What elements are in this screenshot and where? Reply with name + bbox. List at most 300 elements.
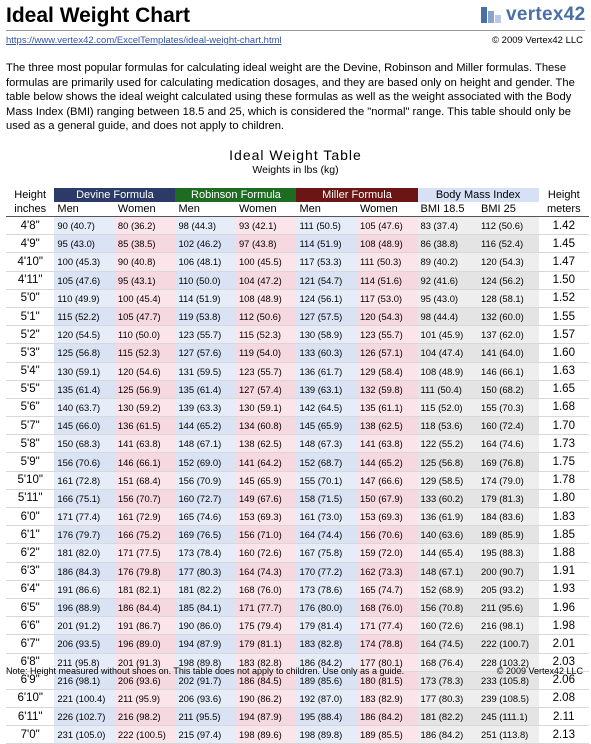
cell-miller-men: 136 (61.7) bbox=[296, 362, 357, 380]
cell-height-inches: 4'8" bbox=[6, 217, 54, 235]
cell-robinson-women: 93 (42.1) bbox=[236, 217, 297, 235]
table-row bbox=[6, 380, 589, 398]
cell-miller-men: 145 (65.9) bbox=[296, 417, 357, 435]
cell-robinson-women: 168 (76.0) bbox=[236, 580, 297, 598]
table-row bbox=[6, 726, 589, 744]
col-bmi-18-5: BMI 18.5 bbox=[418, 202, 479, 217]
cell-bmi-18-5: 181 (82.2) bbox=[418, 708, 479, 726]
cell-miller-men: 155 (70.1) bbox=[296, 471, 357, 489]
cell-robinson-women: 119 (54.0) bbox=[236, 344, 297, 362]
cell-devine-men: 161 (72.8) bbox=[54, 471, 115, 489]
cell-robinson-women: 145 (65.9) bbox=[236, 471, 297, 489]
cell-robinson-women: 164 (74.3) bbox=[236, 562, 297, 580]
group-height-m: Height bbox=[539, 188, 589, 202]
cell-devine-women: 125 (56.9) bbox=[115, 380, 176, 398]
table-row bbox=[6, 617, 589, 635]
cell-height-meters: 1.96 bbox=[539, 598, 589, 616]
cell-height-inches: 5'2" bbox=[6, 326, 54, 344]
cell-height-inches: 5'6" bbox=[6, 398, 54, 416]
cell-height-meters: 1.52 bbox=[539, 289, 589, 307]
cell-devine-men: 100 (45.3) bbox=[54, 253, 115, 271]
cell-devine-men: 186 (84.3) bbox=[54, 562, 115, 580]
cell-robinson-women: 130 (59.1) bbox=[236, 398, 297, 416]
cell-bmi-18-5: 140 (63.6) bbox=[418, 526, 479, 544]
cell-robinson-men: 135 (61.4) bbox=[175, 380, 236, 398]
cell-devine-men: 110 (49.9) bbox=[54, 289, 115, 307]
cell-devine-men: 130 (59.1) bbox=[54, 362, 115, 380]
col-meters: meters bbox=[539, 202, 589, 217]
cell-robinson-women: 115 (52.3) bbox=[236, 326, 297, 344]
cell-devine-women: 211 (95.9) bbox=[115, 689, 176, 707]
cell-bmi-25: 179 (81.3) bbox=[478, 489, 539, 507]
cell-miller-men: 139 (63.1) bbox=[296, 380, 357, 398]
cell-miller-women: 120 (54.3) bbox=[357, 307, 418, 325]
cell-miller-men: 130 (58.9) bbox=[296, 326, 357, 344]
cell-robinson-men: 110 (50.0) bbox=[175, 271, 236, 289]
cell-bmi-25: 116 (52.4) bbox=[478, 235, 539, 253]
cell-bmi-18-5: 115 (52.0) bbox=[418, 398, 479, 416]
cell-robinson-men: 98 (44.3) bbox=[175, 217, 236, 235]
col-bmi-25: BMI 25 bbox=[478, 202, 539, 217]
cell-devine-men: 166 (75.1) bbox=[54, 489, 115, 507]
cell-robinson-women: 112 (50.6) bbox=[236, 307, 297, 325]
cell-height-inches: 5'9" bbox=[6, 453, 54, 471]
cell-height-inches: 6'10" bbox=[6, 689, 54, 707]
cell-bmi-18-5: 144 (65.4) bbox=[418, 544, 479, 562]
cell-miller-men: 161 (73.0) bbox=[296, 508, 357, 526]
cell-devine-men: 95 (43.0) bbox=[54, 235, 115, 253]
cell-miller-women: 108 (48.9) bbox=[357, 235, 418, 253]
cell-height-meters: 2.06 bbox=[539, 671, 589, 689]
page-title: Ideal Weight Chart bbox=[6, 4, 190, 27]
cell-devine-men: 216 (98.1) bbox=[54, 671, 115, 689]
cell-height-inches: 6'5" bbox=[6, 598, 54, 616]
cell-robinson-women: 171 (77.7) bbox=[236, 598, 297, 616]
cell-robinson-men: 152 (69.0) bbox=[175, 453, 236, 471]
col-miller-men: Men bbox=[296, 202, 357, 217]
cell-robinson-women: 153 (69.3) bbox=[236, 508, 297, 526]
table-row bbox=[6, 580, 589, 598]
cell-robinson-men: 202 (91.7) bbox=[175, 671, 236, 689]
cell-devine-men: 206 (93.5) bbox=[54, 635, 115, 653]
cell-miller-women: 153 (69.3) bbox=[357, 508, 418, 526]
cell-miller-women: 138 (62.5) bbox=[357, 417, 418, 435]
cell-devine-men: 171 (77.4) bbox=[54, 508, 115, 526]
cell-bmi-25: 239 (108.5) bbox=[478, 689, 539, 707]
cell-height-meters: 2.08 bbox=[539, 689, 589, 707]
table-row bbox=[6, 598, 589, 616]
cell-height-meters: 1.45 bbox=[539, 235, 589, 253]
cell-height-meters: 1.68 bbox=[539, 398, 589, 416]
cell-miller-women: 126 (57.1) bbox=[357, 344, 418, 362]
cell-height-inches: 5'3" bbox=[6, 344, 54, 362]
cell-miller-women: 156 (70.6) bbox=[357, 526, 418, 544]
cell-height-inches: 6'6" bbox=[6, 617, 54, 635]
cell-height-meters: 2.13 bbox=[539, 726, 589, 744]
cell-height-inches: 6'4" bbox=[6, 580, 54, 598]
cell-miller-women: 171 (77.4) bbox=[357, 617, 418, 635]
table-row bbox=[6, 271, 589, 289]
cell-devine-men: 201 (91.2) bbox=[54, 617, 115, 635]
table-row bbox=[6, 471, 589, 489]
cell-miller-women: 117 (53.0) bbox=[357, 289, 418, 307]
cell-bmi-18-5: 101 (45.9) bbox=[418, 326, 479, 344]
cell-devine-men: 135 (61.4) bbox=[54, 380, 115, 398]
table-row bbox=[6, 635, 589, 653]
cell-robinson-men: 144 (65.2) bbox=[175, 417, 236, 435]
cell-devine-men: 211 (95.8) bbox=[54, 653, 115, 671]
cell-devine-men: 120 (54.5) bbox=[54, 326, 115, 344]
cell-miller-men: 192 (87.0) bbox=[296, 689, 357, 707]
cell-miller-men: 164 (74.4) bbox=[296, 526, 357, 544]
cell-devine-women: 216 (98.2) bbox=[115, 708, 176, 726]
cell-robinson-men: 206 (93.6) bbox=[175, 689, 236, 707]
col-robinson-women: Women bbox=[236, 202, 297, 217]
cell-miller-men: 142 (64.5) bbox=[296, 398, 357, 416]
cell-devine-women: 130 (59.2) bbox=[115, 398, 176, 416]
cell-devine-women: 181 (82.1) bbox=[115, 580, 176, 598]
cell-bmi-25: 200 (90.7) bbox=[478, 562, 539, 580]
cell-robinson-men: 169 (76.5) bbox=[175, 526, 236, 544]
cell-height-meters: 1.47 bbox=[539, 253, 589, 271]
cell-bmi-18-5: 95 (43.0) bbox=[418, 289, 479, 307]
ideal-weight-table bbox=[6, 188, 589, 744]
cell-robinson-men: 194 (87.9) bbox=[175, 635, 236, 653]
cell-robinson-women: 183 (82.8) bbox=[236, 653, 297, 671]
cell-bmi-25: 141 (64.0) bbox=[478, 344, 539, 362]
col-devine-men: Men bbox=[54, 202, 115, 217]
cell-height-inches: 5'1" bbox=[6, 307, 54, 325]
cell-height-inches: 5'11" bbox=[6, 489, 54, 507]
cell-miller-men: 117 (53.3) bbox=[296, 253, 357, 271]
cell-bmi-18-5: 177 (80.3) bbox=[418, 689, 479, 707]
cell-miller-women: 180 (81.5) bbox=[357, 671, 418, 689]
cell-bmi-25: 169 (76.8) bbox=[478, 453, 539, 471]
cell-height-meters: 1.85 bbox=[539, 526, 589, 544]
header-copyright: © 2009 Vertex42 LLC bbox=[492, 35, 583, 46]
table-row bbox=[6, 544, 589, 562]
cell-height-meters: 1.63 bbox=[539, 362, 589, 380]
cell-height-inches: 4'11" bbox=[6, 271, 54, 289]
col-inches: inches bbox=[6, 202, 54, 217]
cell-devine-men: 115 (52.2) bbox=[54, 307, 115, 325]
cell-miller-women: 132 (59.8) bbox=[357, 380, 418, 398]
cell-height-meters: 2.01 bbox=[539, 635, 589, 653]
cell-robinson-women: 179 (81.1) bbox=[236, 635, 297, 653]
cell-devine-women: 191 (86.7) bbox=[115, 617, 176, 635]
cell-robinson-women: 149 (67.6) bbox=[236, 489, 297, 507]
cell-miller-men: 176 (80.0) bbox=[296, 598, 357, 616]
cell-miller-men: 167 (75.8) bbox=[296, 544, 357, 562]
table-row bbox=[6, 326, 589, 344]
cell-height-meters: 1.80 bbox=[539, 489, 589, 507]
cell-robinson-men: 102 (46.2) bbox=[175, 235, 236, 253]
table-row bbox=[6, 398, 589, 416]
cell-devine-women: 151 (68.4) bbox=[115, 471, 176, 489]
cell-devine-women: 196 (89.0) bbox=[115, 635, 176, 653]
cell-robinson-men: 123 (55.7) bbox=[175, 326, 236, 344]
cell-miller-women: 177 (80.1) bbox=[357, 653, 418, 671]
cell-robinson-men: 106 (48.1) bbox=[175, 253, 236, 271]
intro-paragraph: The three most popular formulas for calculating ideal weight are the Devine, Robinson and Miller formulas. These formulas are primarily used for calculating medication dosages, and they are based only on height and gender. The table below shows the ideal weight calculated using these formulas as well as the weight associated with the Body Mass Index (BMI) ranging between 18.5 and 25, which is considered the "normal" range. This table should only be used as a general guide, and does not apply to children. bbox=[6, 62, 575, 132]
cell-miller-women: 111 (50.3) bbox=[357, 253, 418, 271]
cell-height-inches: 6'7" bbox=[6, 635, 54, 653]
cell-robinson-men: 173 (78.4) bbox=[175, 544, 236, 562]
logo-text: vertex42 bbox=[506, 4, 586, 25]
cell-devine-women: 95 (43.1) bbox=[115, 271, 176, 289]
table-row bbox=[6, 235, 589, 253]
cell-miller-men: 198 (89.8) bbox=[296, 726, 357, 744]
cell-bmi-25: 164 (74.6) bbox=[478, 435, 539, 453]
cell-miller-women: 114 (51.6) bbox=[357, 271, 418, 289]
cell-devine-men: 176 (79.7) bbox=[54, 526, 115, 544]
cell-height-inches: 5'10" bbox=[6, 471, 54, 489]
cell-miller-men: 133 (60.3) bbox=[296, 344, 357, 362]
cell-height-inches: 5'7" bbox=[6, 417, 54, 435]
cell-robinson-women: 100 (45.5) bbox=[236, 253, 297, 271]
cell-bmi-18-5: 148 (67.1) bbox=[418, 562, 479, 580]
cell-bmi-25: 222 (100.7) bbox=[478, 635, 539, 653]
cell-miller-women: 168 (76.0) bbox=[357, 598, 418, 616]
col-robinson-men: Men bbox=[175, 202, 236, 217]
cell-bmi-25: 251 (113.8) bbox=[478, 726, 539, 744]
table-row bbox=[6, 253, 589, 271]
cell-devine-women: 100 (45.4) bbox=[115, 289, 176, 307]
cell-bmi-18-5: 160 (72.6) bbox=[418, 617, 479, 635]
cell-robinson-women: 104 (47.2) bbox=[236, 271, 297, 289]
cell-height-inches: 4'10" bbox=[6, 253, 54, 271]
cell-devine-men: 196 (88.9) bbox=[54, 598, 115, 616]
table-row bbox=[6, 362, 589, 380]
cell-height-inches: 7'0" bbox=[6, 726, 54, 744]
cell-robinson-men: 165 (74.6) bbox=[175, 508, 236, 526]
cell-robinson-women: 108 (48.9) bbox=[236, 289, 297, 307]
cell-height-meters: 1.57 bbox=[539, 326, 589, 344]
cell-bmi-18-5: 89 (40.2) bbox=[418, 253, 479, 271]
cell-devine-men: 140 (63.7) bbox=[54, 398, 115, 416]
cell-bmi-18-5: 86 (38.8) bbox=[418, 235, 479, 253]
group-bmi: Body Mass Index bbox=[418, 188, 539, 202]
cell-robinson-women: 194 (87.9) bbox=[236, 708, 297, 726]
cell-height-meters: 1.78 bbox=[539, 471, 589, 489]
cell-bmi-18-5: 108 (48.9) bbox=[418, 362, 479, 380]
cell-robinson-men: 114 (51.9) bbox=[175, 289, 236, 307]
cell-devine-women: 136 (61.5) bbox=[115, 417, 176, 435]
cell-bmi-25: 245 (111.1) bbox=[478, 708, 539, 726]
cell-height-inches: 6'2" bbox=[6, 544, 54, 562]
cell-bmi-18-5: 104 (47.4) bbox=[418, 344, 479, 362]
table-row bbox=[6, 562, 589, 580]
cell-bmi-18-5: 186 (84.2) bbox=[418, 726, 479, 744]
cell-height-meters: 1.88 bbox=[539, 544, 589, 562]
table-row bbox=[6, 217, 589, 235]
cell-robinson-women: 141 (64.2) bbox=[236, 453, 297, 471]
table-row bbox=[6, 307, 589, 325]
cell-height-inches: 6'0" bbox=[6, 508, 54, 526]
cell-bmi-25: 137 (62.0) bbox=[478, 326, 539, 344]
cell-miller-men: 195 (88.4) bbox=[296, 708, 357, 726]
cell-bmi-25: 189 (85.9) bbox=[478, 526, 539, 544]
source-link[interactable]: https://www.vertex42.com/ExcelTemplates/ideal-weight-chart.html bbox=[6, 35, 282, 46]
cell-miller-men: 170 (77.2) bbox=[296, 562, 357, 580]
cell-height-inches: 6'8" bbox=[6, 653, 54, 671]
cell-robinson-men: 185 (84.1) bbox=[175, 598, 236, 616]
cell-robinson-women: 134 (60.8) bbox=[236, 417, 297, 435]
cell-devine-women: 105 (47.7) bbox=[115, 307, 176, 325]
group-height: Height bbox=[6, 188, 54, 202]
group-robinson: Robinson Formula bbox=[175, 188, 296, 202]
cell-bmi-18-5: 133 (60.2) bbox=[418, 489, 479, 507]
cell-height-meters: 2.11 bbox=[539, 708, 589, 726]
cell-height-meters: 2.03 bbox=[539, 653, 589, 671]
cell-bmi-18-5: 122 (55.2) bbox=[418, 435, 479, 453]
cell-miller-women: 147 (66.6) bbox=[357, 471, 418, 489]
cell-miller-women: 186 (84.2) bbox=[357, 708, 418, 726]
table-subtitle: Weights in lbs (kg) bbox=[252, 164, 339, 176]
table-row bbox=[6, 435, 589, 453]
cell-height-meters: 1.73 bbox=[539, 435, 589, 453]
footer-note: Note: Height measured without shoes on. This table does not apply to children. Use only as a guide. bbox=[6, 666, 405, 676]
cell-robinson-women: 127 (57.4) bbox=[236, 380, 297, 398]
cell-bmi-25: 124 (56.2) bbox=[478, 271, 539, 289]
cell-devine-women: 186 (84.4) bbox=[115, 598, 176, 616]
cell-miller-women: 123 (55.7) bbox=[357, 326, 418, 344]
table-title: Ideal Weight Table bbox=[229, 147, 362, 163]
cell-devine-men: 145 (66.0) bbox=[54, 417, 115, 435]
cell-miller-men: 148 (67.3) bbox=[296, 435, 357, 453]
group-devine: Devine Formula bbox=[54, 188, 175, 202]
cell-robinson-men: 131 (59.5) bbox=[175, 362, 236, 380]
cell-robinson-women: 198 (89.6) bbox=[236, 726, 297, 744]
cell-miller-men: 173 (78.6) bbox=[296, 580, 357, 598]
cell-bmi-18-5: 152 (68.9) bbox=[418, 580, 479, 598]
cell-bmi-25: 216 (98.1) bbox=[478, 617, 539, 635]
cell-devine-women: 176 (79.8) bbox=[115, 562, 176, 580]
cell-miller-women: 105 (47.6) bbox=[357, 217, 418, 235]
cell-devine-men: 221 (100.4) bbox=[54, 689, 115, 707]
cell-devine-women: 206 (93.6) bbox=[115, 671, 176, 689]
col-devine-women: Women bbox=[115, 202, 176, 217]
cell-miller-women: 165 (74.7) bbox=[357, 580, 418, 598]
cell-devine-women: 201 (91.3) bbox=[115, 653, 176, 671]
cell-robinson-men: 160 (72.7) bbox=[175, 489, 236, 507]
cell-height-inches: 5'8" bbox=[6, 435, 54, 453]
cell-miller-men: 111 (50.5) bbox=[296, 217, 357, 235]
cell-height-meters: 1.83 bbox=[539, 508, 589, 526]
cell-height-meters: 1.98 bbox=[539, 617, 589, 635]
cell-miller-women: 162 (73.3) bbox=[357, 562, 418, 580]
cell-bmi-18-5: 83 (37.4) bbox=[418, 217, 479, 235]
cell-height-inches: 5'4" bbox=[6, 362, 54, 380]
col-miller-women: Women bbox=[357, 202, 418, 217]
cell-miller-women: 159 (72.0) bbox=[357, 544, 418, 562]
cell-devine-women: 115 (52.3) bbox=[115, 344, 176, 362]
cell-height-meters: 1.93 bbox=[539, 580, 589, 598]
table-row bbox=[6, 417, 589, 435]
logo-icon bbox=[480, 5, 502, 25]
cell-robinson-men: 127 (57.6) bbox=[175, 344, 236, 362]
cell-miller-women: 141 (63.8) bbox=[357, 435, 418, 453]
cell-robinson-men: 181 (82.2) bbox=[175, 580, 236, 598]
table-row bbox=[6, 453, 589, 471]
cell-devine-men: 125 (56.8) bbox=[54, 344, 115, 362]
cell-robinson-men: 119 (53.8) bbox=[175, 307, 236, 325]
header-divider bbox=[6, 30, 585, 31]
cell-height-inches: 6'1" bbox=[6, 526, 54, 544]
table-body bbox=[6, 217, 589, 744]
cell-miller-men: 121 (54.7) bbox=[296, 271, 357, 289]
cell-devine-men: 156 (70.6) bbox=[54, 453, 115, 471]
cell-robinson-women: 123 (55.7) bbox=[236, 362, 297, 380]
cell-height-inches: 6'3" bbox=[6, 562, 54, 580]
cell-miller-men: 124 (56.1) bbox=[296, 289, 357, 307]
cell-devine-women: 171 (77.5) bbox=[115, 544, 176, 562]
table-row bbox=[6, 689, 589, 707]
cell-devine-women: 120 (54.6) bbox=[115, 362, 176, 380]
cell-robinson-women: 138 (62.5) bbox=[236, 435, 297, 453]
cell-miller-men: 186 (84.2) bbox=[296, 653, 357, 671]
cell-bmi-25: 205 (93.2) bbox=[478, 580, 539, 598]
cell-devine-women: 146 (66.1) bbox=[115, 453, 176, 471]
cell-robinson-men: 177 (80.3) bbox=[175, 562, 236, 580]
cell-height-inches: 4'9" bbox=[6, 235, 54, 253]
cell-bmi-25: 211 (95.6) bbox=[478, 598, 539, 616]
cell-miller-women: 129 (58.4) bbox=[357, 362, 418, 380]
cell-devine-men: 90 (40.7) bbox=[54, 217, 115, 235]
cell-robinson-men: 139 (63.3) bbox=[175, 398, 236, 416]
cell-devine-women: 85 (38.5) bbox=[115, 235, 176, 253]
cell-bmi-18-5: 156 (70.8) bbox=[418, 598, 479, 616]
cell-bmi-18-5: 98 (44.4) bbox=[418, 307, 479, 325]
cell-bmi-25: 132 (60.0) bbox=[478, 307, 539, 325]
cell-miller-women: 174 (78.8) bbox=[357, 635, 418, 653]
cell-devine-women: 156 (70.7) bbox=[115, 489, 176, 507]
cell-bmi-25: 146 (66.1) bbox=[478, 362, 539, 380]
cell-miller-men: 127 (57.5) bbox=[296, 307, 357, 325]
cell-devine-men: 191 (86.6) bbox=[54, 580, 115, 598]
table-row bbox=[6, 344, 589, 362]
cell-miller-men: 189 (85.6) bbox=[296, 671, 357, 689]
cell-devine-men: 181 (82.0) bbox=[54, 544, 115, 562]
cell-robinson-men: 156 (70.9) bbox=[175, 471, 236, 489]
table-row bbox=[6, 526, 589, 544]
cell-bmi-18-5: 164 (74.5) bbox=[418, 635, 479, 653]
cell-height-meters: 1.42 bbox=[539, 217, 589, 235]
cell-bmi-18-5: 111 (50.4) bbox=[418, 380, 479, 398]
cell-miller-women: 189 (85.5) bbox=[357, 726, 418, 744]
cell-bmi-25: 228 (103.2) bbox=[478, 653, 539, 671]
vertex42-logo[interactable] bbox=[480, 4, 586, 26]
cell-robinson-men: 211 (95.5) bbox=[175, 708, 236, 726]
cell-bmi-25: 155 (70.3) bbox=[478, 398, 539, 416]
cell-bmi-18-5: 92 (41.6) bbox=[418, 271, 479, 289]
cell-robinson-women: 160 (72.6) bbox=[236, 544, 297, 562]
table-row bbox=[6, 708, 589, 726]
table-row bbox=[6, 508, 589, 526]
cell-robinson-men: 190 (86.0) bbox=[175, 617, 236, 635]
cell-bmi-18-5: 168 (76.4) bbox=[418, 653, 479, 671]
cell-height-meters: 1.60 bbox=[539, 344, 589, 362]
cell-height-inches: 6'9" bbox=[6, 671, 54, 689]
cell-bmi-18-5: 136 (61.9) bbox=[418, 508, 479, 526]
cell-height-inches: 6'11" bbox=[6, 708, 54, 726]
cell-bmi-25: 195 (88.3) bbox=[478, 544, 539, 562]
cell-robinson-men: 215 (97.4) bbox=[175, 726, 236, 744]
cell-devine-men: 226 (102.7) bbox=[54, 708, 115, 726]
cell-robinson-women: 97 (43.8) bbox=[236, 235, 297, 253]
cell-devine-men: 150 (68.3) bbox=[54, 435, 115, 453]
cell-robinson-women: 156 (71.0) bbox=[236, 526, 297, 544]
